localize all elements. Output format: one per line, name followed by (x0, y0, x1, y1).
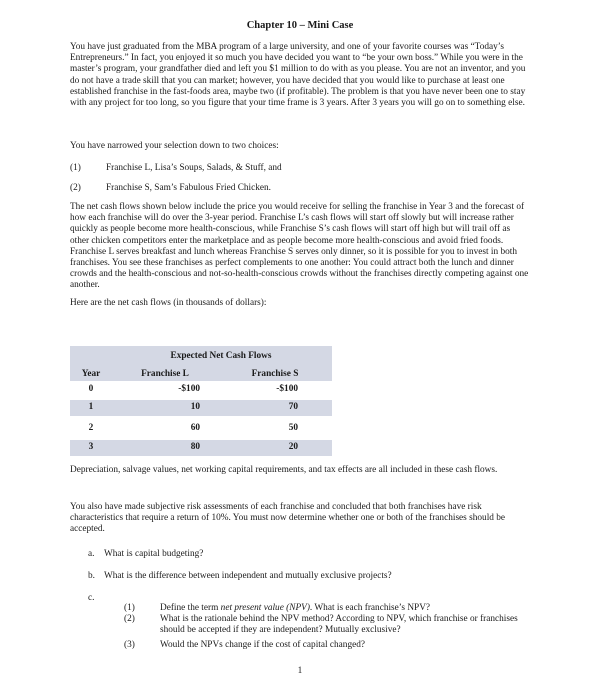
column-header-franchise-l: Franchise L (141, 369, 189, 379)
cell-franchise-l: 60 (190, 423, 200, 433)
question-text: What is the difference between independent and mutually exclusive projects? (104, 571, 392, 581)
choice-text: Franchise L, Lisa’s Soups, Salads, & Stuff, and (106, 163, 282, 173)
table-row (70, 421, 332, 437)
cash-flow-table (70, 346, 332, 460)
depreciation-paragraph: Depreciation, salvage values, net working capital requirements, and tax effects are all included in these cash flows. (70, 465, 498, 475)
table-row (70, 400, 332, 416)
question-label: b. (88, 571, 95, 581)
page-title: Chapter 10 – Mini Case (246, 20, 354, 31)
table-row (70, 440, 332, 456)
intro-paragraph: You have just graduated from the MBA program of a large university, and one of your favorite courses was “Today’s Entrepreneurs.” In fact, you enjoyed it so much you have decided you want to “be your own boss.” While you were in the master’s program, your grandfather died and left you $1 million to do with as you please. You are not an inventor, and you do not have a trade skill that you can market; however, you have decided that you would like to purchase at least one established franchise in the fast-foods area, maybe two (if profitable). The problem is that you have never been one to stay with any project for too long, so you figure that your time frame is 3 years. After 3 years you will go on to something else. (70, 42, 526, 109)
cell-year: 1 (88, 402, 94, 412)
cell-franchise-l: 80 (190, 442, 200, 452)
subquestion-number: (2) (124, 614, 135, 624)
question-label: a. (88, 549, 95, 559)
page-number: 1 (297, 666, 303, 676)
cell-year: 3 (88, 442, 94, 452)
column-header-year: Year (81, 369, 101, 379)
table-row (70, 382, 332, 398)
subquestion-text: Would the NPVs change if the cost of capital changed? (160, 640, 366, 650)
subquestion-text: Define the term net present value (NPV). What is each franchise’s NPV? (160, 603, 431, 613)
cell-franchise-l: 10 (190, 402, 200, 412)
cell-franchise-s: 20 (288, 442, 298, 452)
question-label: c. (88, 593, 95, 603)
question-text: What is capital budgeting? (104, 549, 204, 559)
npv-term: net present value (NPV) (220, 603, 310, 613)
table-intro: Here are the net cash flows (in thousands of dollars): (70, 298, 267, 308)
subquestion-text: What is the rationale behind the NPV method? According to NPV, which franchise or franchises should be accepted if they are independent? Mutually exclusive? (160, 614, 518, 636)
cell-year: 0 (88, 384, 94, 394)
cell-year: 2 (88, 423, 94, 433)
risk-paragraph: You also have made subjective risk assessments of each franchise and concluded that both franchises have risk characteristics that require a return of 10%. You must now determine whether one or both of the franchises should be accepted. (70, 502, 506, 535)
cell-franchise-l: -$100 (178, 384, 200, 394)
choice-text: Franchise S, Sam’s Fabulous Fried Chicken. (106, 183, 272, 193)
choice-number: (2) (70, 183, 81, 193)
narrowed-paragraph: You have narrowed your selection down to two choices: (70, 141, 279, 151)
column-header-franchise-s: Franchise S (251, 369, 299, 379)
subquestion-number: (1) (124, 603, 135, 613)
cashflow-paragraph: The net cash flows shown below include the price you would receive for selling the franchise in Year 3 and the forecast of how each franchise will do over the 3-year period. Franchise L’s cash flows will start off slowly but will increase rather quickly as people become more health-conscious, while Franchise S’s cash flows will start off high but will trail off as other chicken competitors enter the marketplace and as people become more health-conscious and avoid fried foods. Franchise L serves breakfast and lunch whereas Franchise S serves only dinner, so it is possible for you to invest in both franchises. You see these franchises as perfect complements to one another: You could attract both the lunch and dinner crowds and the health-conscious and not-so-health-conscious crowds without the franchises directly competing against one another. (70, 202, 529, 291)
choice-number: (1) (70, 163, 81, 173)
subquestion-number: (3) (124, 640, 135, 650)
cell-franchise-s: -$100 (276, 384, 298, 394)
cell-franchise-s: 50 (288, 423, 298, 433)
cell-franchise-s: 70 (288, 402, 298, 412)
table-title: Expected Net Cash Flows (170, 351, 272, 361)
